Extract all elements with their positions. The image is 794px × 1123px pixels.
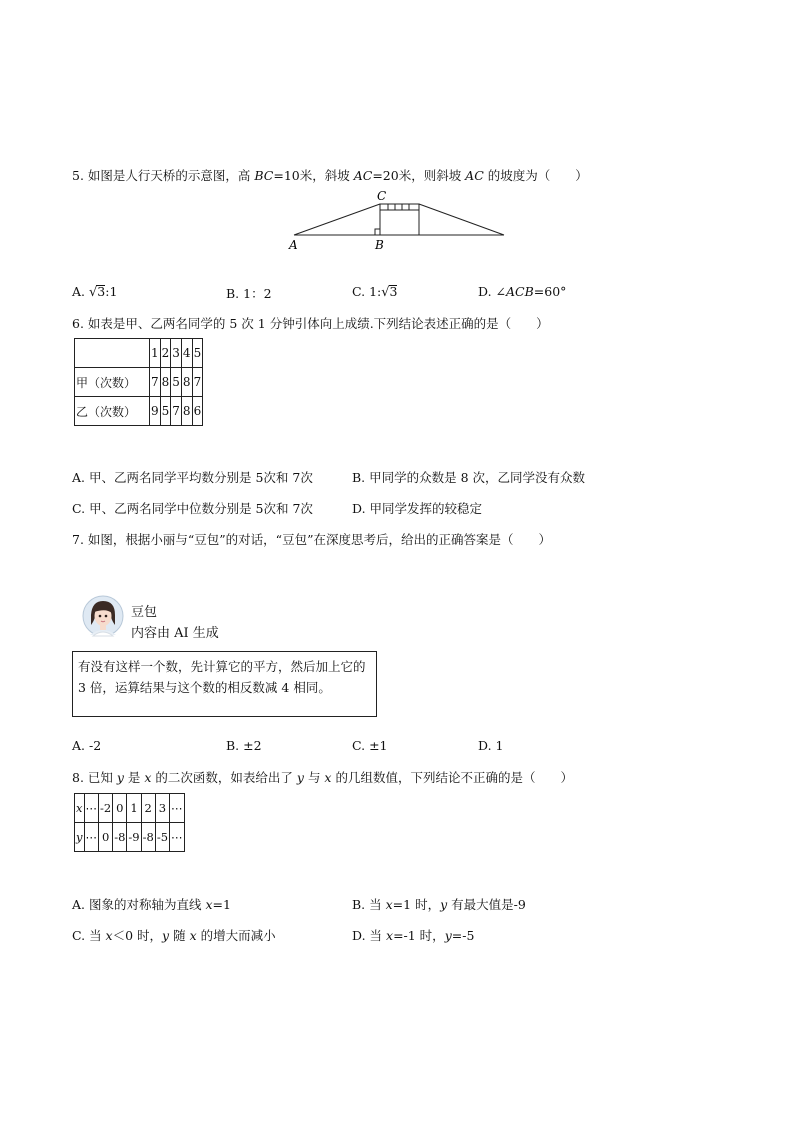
table-header-row [75, 339, 203, 368]
table-cell: 0 [99, 823, 113, 852]
q8-value-table [74, 793, 185, 852]
table-cell: 2 [160, 339, 171, 368]
q6-stem: 6. 如表是甲、乙两名同学的 5 次 1 分钟引体向上成绩.下列结论表述正确的是（ ） [72, 316, 549, 331]
table-cell: 7 [171, 397, 182, 426]
table-row [75, 397, 203, 426]
table-cell: y [75, 823, 85, 852]
table-cell: 5 [160, 397, 171, 426]
q8-option-b[interactable]: B. 当 x=1 时，y 有最大值是-9 [352, 897, 526, 912]
q6-option-b[interactable]: B. 甲同学的众数是 8 次，乙同学没有众数 [352, 470, 586, 485]
q8-stem: 8. 已知 y 是 x 的二次函数，如表给出了 y 与 x 的几组数值，下列结论不正确的是（ ） [72, 770, 573, 785]
chat-message-box: 有没有这样一个数，先计算它的平方，然后加上它的3 倍，运算结果与这个数的相反数减 4 相同。 [72, 651, 377, 717]
table-cell: 8 [181, 397, 192, 426]
table-cell: 7 [192, 368, 203, 397]
q5-option-b[interactable]: B. 1：2 [226, 286, 272, 301]
q7-stem: 7. 如图，根据小丽与“豆包”的对话，“豆包”在深度思考后，给出的正确答案是（ ） [72, 532, 551, 547]
bridge-diagram [280, 186, 520, 252]
q7-option-a[interactable]: A. -2 [72, 738, 102, 753]
table-cell: 9 [150, 397, 161, 426]
table-cell: 5 [192, 339, 203, 368]
table-cell: 1 [127, 794, 141, 823]
table-row [75, 794, 185, 823]
q7-option-d[interactable]: D. 1 [478, 738, 504, 753]
table-cell: ⋯ [84, 823, 99, 852]
bridge-deck [380, 204, 419, 235]
table-cell: 8 [160, 368, 171, 397]
q5-option-c[interactable]: C. 1:√3 [352, 284, 398, 300]
right-angle-mark [375, 229, 380, 235]
table-cell: 甲（次数） [75, 368, 150, 397]
q6-option-c[interactable]: C. 甲、乙两名同学中位数分别是 5次和 7次 [72, 501, 313, 516]
q5-stem: 5. 如图是人行天桥的示意图，高 BC=10米，斜坡 AC=20米，则斜坡 AC 的坡度为（ ） [72, 168, 588, 183]
slope-ac [294, 204, 380, 235]
table-cell: x [75, 794, 85, 823]
q5-option-d[interactable]: D. ∠ACB=60° [478, 284, 567, 299]
q6-score-table [74, 338, 203, 426]
q8-option-d[interactable]: D. 当 x=-1 时，y=-5 [352, 928, 475, 943]
q8-option-a[interactable]: A. 图象的对称轴为直线 x=1 [72, 897, 231, 912]
table-cell: 4 [181, 339, 192, 368]
table-cell [75, 339, 150, 368]
table-cell: 3 [155, 794, 169, 823]
table-cell: -9 [127, 823, 141, 852]
table-cell: 乙（次数） [75, 397, 150, 426]
ai-generated-note: 内容由 AI 生成 [131, 626, 219, 641]
label-c: C [377, 189, 387, 203]
table-cell: ⋯ [170, 823, 185, 852]
slope-right [419, 204, 504, 235]
table-cell: 7 [150, 368, 161, 397]
table-row [75, 368, 203, 397]
q8-option-c[interactable]: C. 当 x＜0 时，y 随 x 的增大而减小 [72, 928, 276, 943]
table-cell: ⋯ [170, 794, 185, 823]
table-cell: 8 [181, 368, 192, 397]
q7-option-b[interactable]: B. ±2 [226, 738, 262, 753]
table-cell: -2 [99, 794, 113, 823]
table-cell: 0 [113, 794, 127, 823]
q6-option-a[interactable]: A. 甲、乙两名同学平均数分别是 5次和 7次 [72, 470, 313, 485]
table-cell: 6 [192, 397, 203, 426]
label-a: A [289, 238, 298, 252]
q7-option-c[interactable]: C. ±1 [352, 738, 388, 753]
q5-option-a[interactable]: A. √3:1 [72, 284, 118, 300]
table-cell: ⋯ [84, 794, 99, 823]
table-cell: 1 [150, 339, 161, 368]
q6-option-d[interactable]: D. 甲同学发挥的较稳定 [352, 501, 483, 516]
avatar [82, 595, 124, 637]
table-cell: -8 [141, 823, 155, 852]
table-cell: -5 [155, 823, 169, 852]
table-cell: 3 [171, 339, 182, 368]
table-cell: -8 [113, 823, 127, 852]
label-b: B [375, 238, 384, 252]
table-row [75, 823, 185, 852]
table-cell: 2 [141, 794, 155, 823]
chat-sender-name: 豆包 [131, 605, 158, 620]
table-cell: 5 [171, 368, 182, 397]
